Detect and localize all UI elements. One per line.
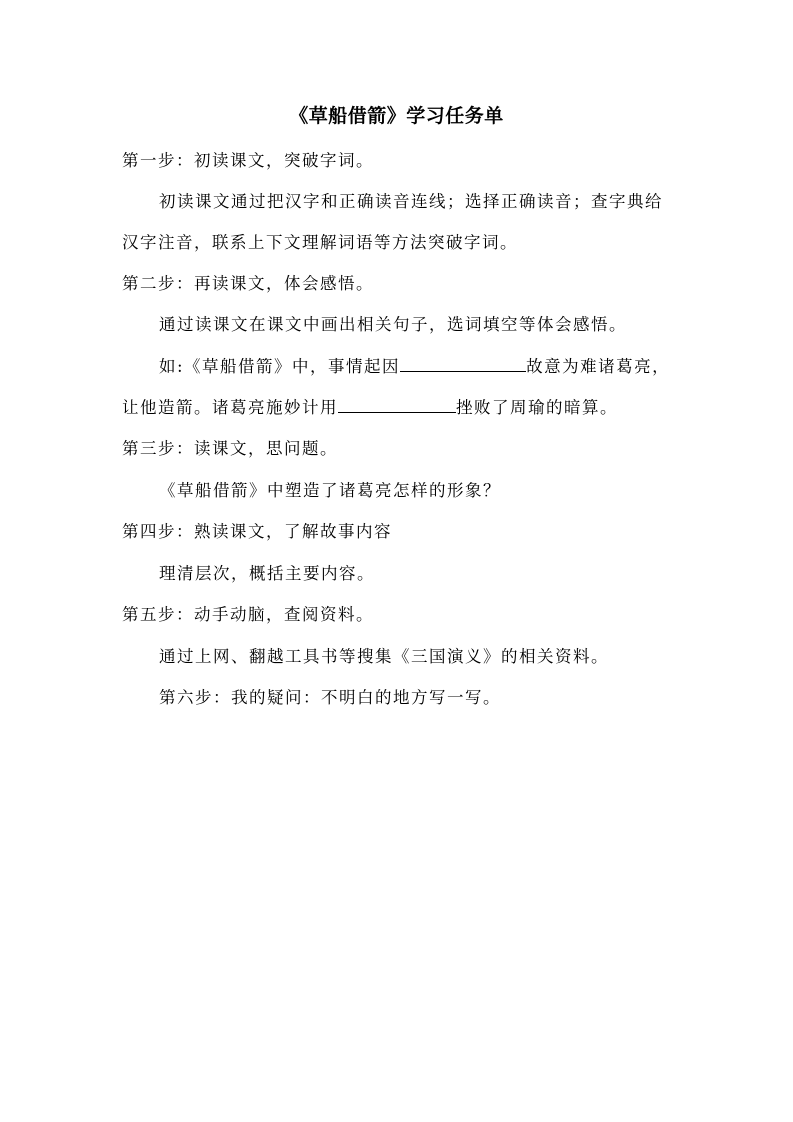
document-title: 《草船借箭》学习任务单	[289, 105, 504, 127]
step-2-example-text-b: 故意为难诸葛亮，	[526, 357, 671, 376]
step-4-body: 理清层次，概括主要内容。	[159, 564, 375, 583]
step-2-example-text-d: 挫败了周瑜的暗算。	[456, 398, 618, 417]
step-1-heading: 第一步：初读课文，突破字词。	[122, 151, 374, 170]
step-2-body: 通过读课文在课文中画出相关句子，选词填空等体会感悟。	[159, 315, 627, 334]
step-2-heading: 第二步：再读课文，体会感悟。	[122, 274, 374, 293]
fill-in-blank-1[interactable]	[400, 356, 526, 372]
step-5-body: 通过上网、翻越工具书等搜集《三国演义》的相关资料。	[159, 647, 609, 666]
step-6-line: 第六步：我的疑问：不明白的地方写一写。	[159, 688, 501, 707]
step-3-body: 《草船借箭》中塑造了诸葛亮怎样的形象？	[159, 481, 501, 500]
step-5-heading: 第五步：动手动脑，查阅资料。	[122, 605, 374, 624]
step-3-heading: 第三步：读课文，思问题。	[122, 439, 338, 458]
step-4-heading: 第四步：熟读课文，了解故事内容	[122, 522, 392, 541]
step-1-body-line-1: 初读课文通过把汉字和正确读音连线；选择正确读音；查字典给	[159, 192, 663, 211]
step-1-body-line-2: 汉字注音，联系上下文理解词语等方法突破字词。	[122, 233, 518, 252]
step-2-example-line-2	[122, 397, 618, 419]
step-2-example-text-c: 让他造箭。诸葛亮施妙计用	[122, 398, 338, 417]
fill-in-blank-2[interactable]	[338, 397, 456, 413]
step-2-example-text-a: 如:《草船借箭》中，事情起因	[159, 357, 401, 376]
step-2-example-line-1	[159, 356, 670, 378]
